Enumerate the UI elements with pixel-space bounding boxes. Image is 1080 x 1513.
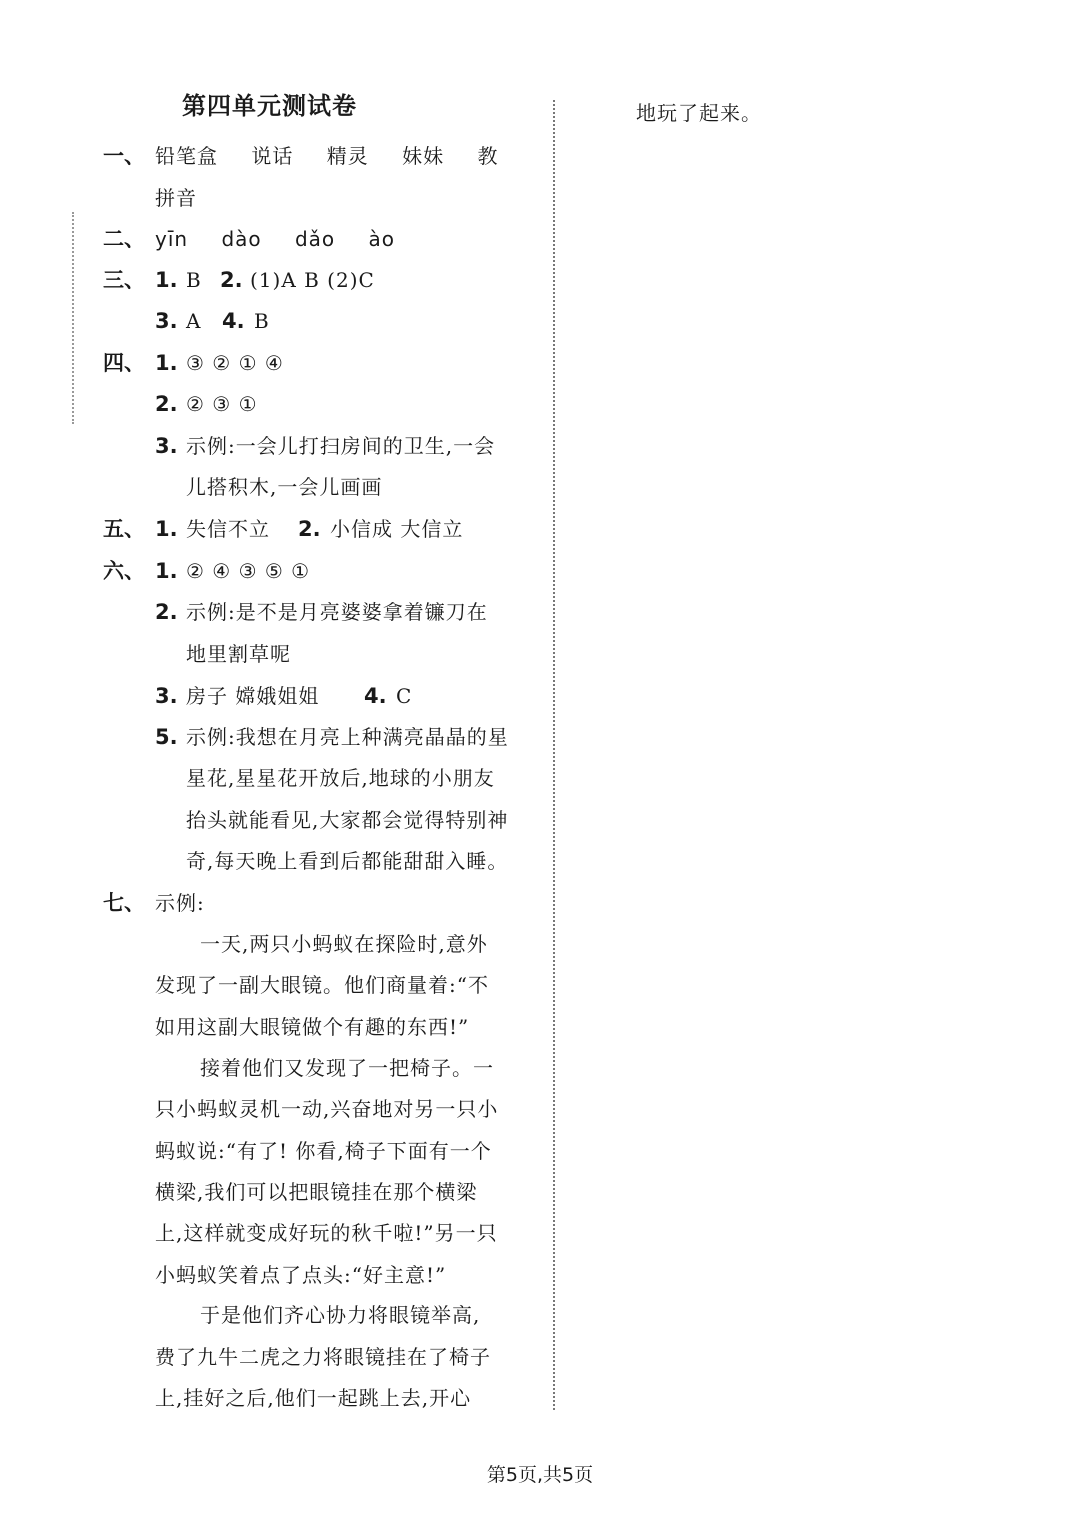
essay-line: 接着他们又发现了一把椅子。一 <box>200 1056 494 1080</box>
question-number: 4. <box>364 684 387 708</box>
section-1-label: 一、 <box>103 144 145 168</box>
pinyin-item: ào <box>368 227 396 251</box>
list-item: 说话 <box>251 144 294 168</box>
section-5-label: 五、 <box>103 517 145 541</box>
section-2-pinyin <box>155 225 395 253</box>
question-number: 2. <box>155 600 178 624</box>
page-title: 第四单元测试卷 <box>182 92 357 120</box>
question-number: 3. <box>155 434 178 458</box>
question-number: 3. <box>155 684 178 708</box>
question-number: 1. <box>155 517 178 541</box>
section-3-label: 三、 <box>103 268 145 292</box>
answer-text: 抬头就能看见,大家都会觉得特别神 <box>186 808 509 832</box>
essay-line: 发现了一副大眼镜。他们商量着:“不 <box>155 973 489 997</box>
answer-text: 房子 嫦娥姐姐 <box>186 684 320 708</box>
answer-text: ③ ② ① ④ <box>186 351 284 375</box>
answer-text: (1)A B (2)C <box>250 268 375 292</box>
section-1-line2: 拼音 <box>155 186 197 210</box>
question-number: 4. <box>222 309 245 333</box>
list-item: 妹妹 <box>402 144 445 168</box>
margin-dotted-line <box>72 212 74 424</box>
column-divider <box>553 100 555 1410</box>
answer-text: 儿搭积木,一会儿画画 <box>186 475 383 499</box>
section-7-label: 七、 <box>103 891 145 915</box>
pinyin-item: dào <box>221 227 262 251</box>
answer-text: 地里割草呢 <box>186 642 291 666</box>
essay-line: 蚂蚁说:“有了! 你看,椅子下面有一个 <box>155 1139 492 1163</box>
answer-text: ② ③ ① <box>186 392 258 416</box>
question-number: 5. <box>155 725 178 749</box>
pinyin-item: yīn <box>155 227 189 251</box>
section-2-label: 二、 <box>103 227 145 251</box>
answer-text: 小信成 大信立 <box>330 517 464 541</box>
question-number: 1. <box>155 559 178 583</box>
answer-text: 示例:一会儿打扫房间的卫生,一会 <box>186 434 496 458</box>
list-item: 铅笔盒 <box>155 144 218 168</box>
essay-line: 一天,两只小蚂蚁在探险时,意外 <box>200 932 488 956</box>
essay-line: 上,这样就变成好玩的秋千啦!”另一只 <box>155 1221 498 1245</box>
question-number: 2. <box>220 268 243 292</box>
essay-continuation: 地玩了起来。 <box>636 101 762 125</box>
question-number: 1. <box>155 351 178 375</box>
essay-line: 上,挂好之后,他们一起跳上去,开心 <box>155 1386 472 1410</box>
answer-text: A <box>186 309 202 333</box>
essay-line: 横梁,我们可以把眼镜挂在那个横梁 <box>155 1180 478 1204</box>
essay-line: 小蚂蚁笑着点了点头:“好主意!” <box>155 1263 447 1287</box>
pinyin-item: dǎo <box>294 227 336 251</box>
section-6-label: 六、 <box>103 559 145 583</box>
answer-text: 示例:我想在月亮上种满亮晶晶的星 <box>186 725 509 749</box>
section-1-items <box>155 142 498 170</box>
essay-line: 费了九牛二虎之力将眼镜挂在了椅子 <box>155 1345 491 1369</box>
question-number: 3. <box>155 309 178 333</box>
essay-line: 只小蚂蚁灵机一动,兴奋地对另一只小 <box>155 1097 499 1121</box>
answer-text: B <box>186 268 202 292</box>
question-number: 1. <box>155 268 178 292</box>
question-number: 2. <box>298 517 321 541</box>
answer-text: B <box>254 309 270 333</box>
list-item: 精灵 <box>326 144 369 168</box>
answer-text: 星花,星星花开放后,地球的小朋友 <box>186 766 495 790</box>
answer-text: 示例: <box>155 891 205 915</box>
question-number: 2. <box>155 392 178 416</box>
essay-line: 如用这副大眼镜做个有趣的东西!” <box>155 1015 470 1039</box>
answer-text: 失信不立 <box>186 517 270 541</box>
answer-text: ② ④ ③ ⑤ ① <box>186 559 311 583</box>
list-item: 教 <box>477 144 499 168</box>
answer-text: 示例:是不是月亮婆婆拿着镰刀在 <box>186 600 488 624</box>
answer-text: C <box>396 684 413 708</box>
page-footer: 第5页,共5页 <box>486 1464 594 1486</box>
answer-text: 奇,每天晚上看到后都能甜甜入睡。 <box>186 849 509 873</box>
essay-line: 于是他们齐心协力将眼镜举高, <box>200 1303 481 1327</box>
section-4-label: 四、 <box>103 351 145 375</box>
